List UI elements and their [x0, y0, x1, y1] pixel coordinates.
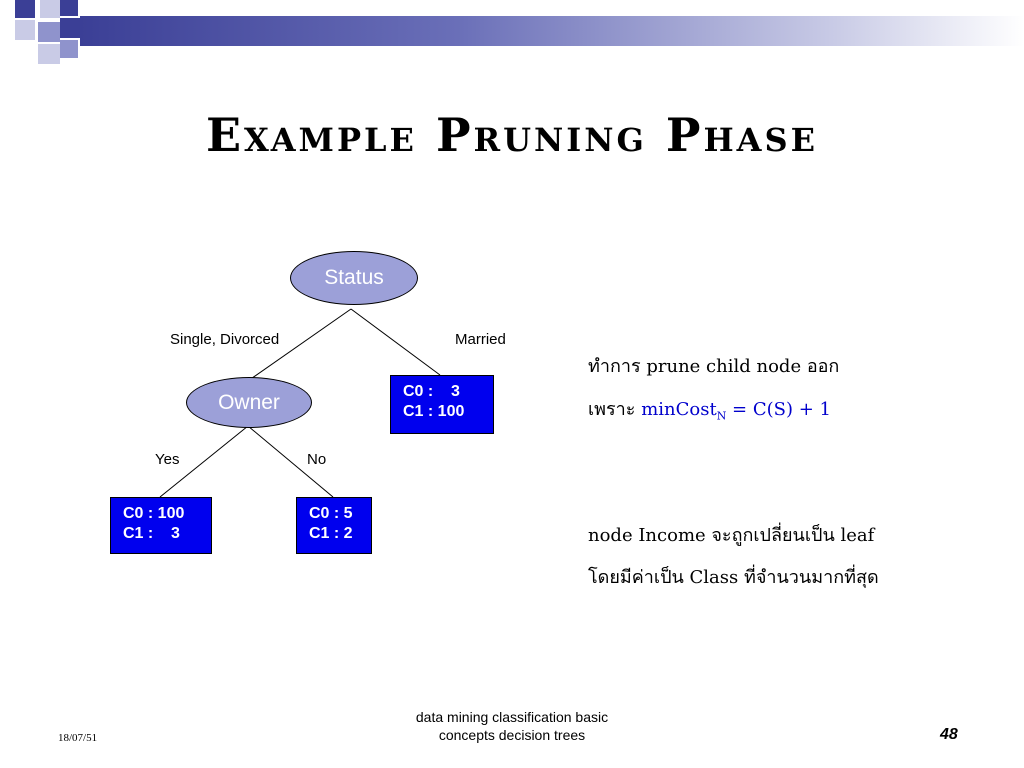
- note-reason-prefix: เพราะ: [588, 399, 642, 420]
- page-number: 48: [940, 726, 958, 743]
- note-leaf: node Income จะถูกเปลี่ยนเป็น leaf: [588, 525, 875, 546]
- edge-label-single-divorced: Single, Divorced: [170, 331, 280, 348]
- leaf-line: C0 : 3: [403, 383, 460, 400]
- footer-caption: [380, 708, 644, 744]
- edge-label-yes: Yes: [155, 451, 180, 468]
- leaf-line: C0 : 5: [309, 505, 353, 522]
- slide-title: Example Pruning Phase: [205, 108, 819, 162]
- footer-caption-line: concepts decision trees: [438, 727, 586, 743]
- formula-subscript: N: [716, 409, 727, 423]
- tree-node-owner: [186, 377, 312, 428]
- formula-rest: = C(S) + 1: [726, 399, 831, 420]
- leaf-line: C0 : 100: [123, 505, 185, 522]
- note-prune: ทำการ prune child node ออก: [588, 356, 840, 377]
- footer-date: 18/07/51: [58, 732, 98, 744]
- leaf-no: [296, 497, 372, 554]
- leaf-line: C1 : 3: [123, 525, 180, 542]
- note-reason: [588, 394, 831, 423]
- leaf-married: [390, 375, 494, 434]
- tree-node-status: [290, 251, 418, 305]
- node-label: Owner: [218, 390, 280, 414]
- edge-status-married: [351, 309, 440, 375]
- leaf-yes: [110, 497, 212, 554]
- node-label: Status: [324, 266, 384, 289]
- edge-label-no: No: [307, 451, 327, 468]
- leaf-line: C1 : 2: [309, 525, 353, 542]
- edge-label-married: Married: [455, 331, 506, 348]
- leaf-line: C1 : 100: [403, 403, 465, 420]
- note-class: โดยมีค่าเป็น Class ที่จำนวนมากที่สุด: [588, 567, 879, 588]
- formula-mincost: minCost: [641, 399, 717, 420]
- footer-caption-line: data mining classification basic: [415, 709, 609, 725]
